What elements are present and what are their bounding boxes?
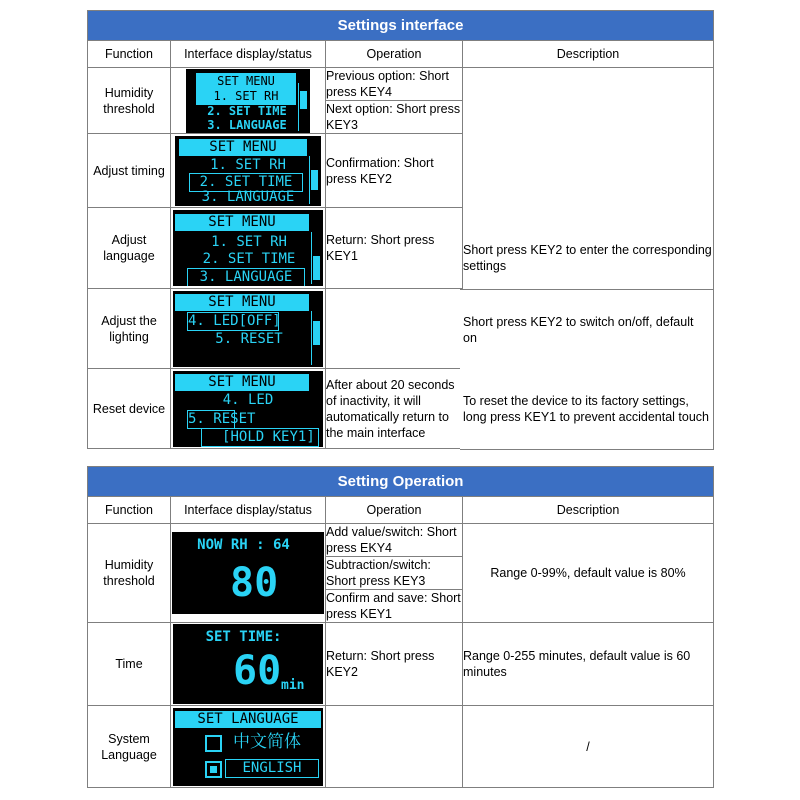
menu-item: 5. RESET [215,330,283,347]
description-cell: Range 0-255 minutes, default value is 60 minutes [463,623,714,706]
operation-cell: Subtraction/switch: Short press KEY3 [326,557,463,590]
led-description: Short press KEY2 to switch on/off, default on [463,315,694,345]
menu-item-selected: 4. LED[OFF] [188,312,281,329]
operation-cell-empty [326,289,463,369]
function-cell: Humidity threshold [88,524,171,623]
table-title: Setting Operation [88,467,714,497]
menu-item-selected: 2. SET TIME [189,173,303,192]
operation-cell: Next option: Short press KEY3 [326,101,463,134]
operation-cell: Return: Short press KEY1 [326,208,463,289]
column-header: Function [88,41,171,68]
menu-item-selected: 1. SET RH [196,88,296,105]
function-cell: System Language [88,706,171,788]
menu-item-selected: 5. RESET [188,410,256,427]
oled-screen [173,210,323,286]
time-value: 60 [233,648,282,694]
column-header: Operation [326,497,463,524]
menu-title: SET MENU [175,214,309,231]
display-cell [171,68,326,134]
display-cell [171,623,326,706]
function-cell: Reset device [88,369,171,449]
setting-operation-table [87,466,714,788]
operation-cell: Return: Short press KEY2 [326,623,463,706]
column-header: Description [463,497,714,524]
display-cell [171,208,326,289]
display-cell [171,524,326,623]
current-rh-label: NOW RH : 64 [197,537,290,553]
table-title: Settings interface [88,11,714,41]
operation-cell: Add value/switch: Short press EKY4 [326,524,463,557]
description-cell: Range 0-99%, default value is 80% [463,524,714,623]
time-unit: min [281,678,305,693]
rh-value: 80 [230,560,279,606]
language-title: SET LANGUAGE [175,711,321,728]
menu-item: 1. SET RH [210,156,286,173]
oled-screen [173,708,323,786]
hold-key-hint: [HOLD KEY1] [201,428,319,447]
scrollbar-icon [311,232,321,284]
oled-screen [186,69,310,133]
display-cell [171,289,326,369]
language-option: 中文简体 [233,731,301,752]
oled-screen [173,291,323,367]
oled-screen [173,624,323,704]
menu-title: SET MENU [175,294,309,311]
display-cell [171,369,326,449]
menu-item: 2. SET TIME [207,103,287,118]
display-cell [171,134,326,208]
column-header: Function [88,497,171,524]
oled-screen [172,532,324,614]
menu-title: SET MENU [196,73,296,90]
menu-item: 2. SET TIME [202,251,296,267]
menu-item: 3. LANGUAGE [201,188,295,205]
column-header: Interface display/status [171,41,326,68]
menu-item: 1. SET RH [211,234,287,250]
description-cell [460,369,714,450]
set-time-label: SET TIME: [205,629,282,645]
operation-cell: Confirm and save: Short press KEY1 [326,591,461,621]
function-cell: Time [88,623,171,706]
operation-cell: Confirmation: Short press KEY2 [326,134,463,208]
column-header: Operation [326,41,463,68]
column-header: Interface display/status [171,497,326,524]
function-cell: Adjust timing [88,134,171,208]
oled-screen [173,371,323,447]
scrollbar-icon [309,156,319,204]
scrollbar-icon [311,311,321,365]
reset-description: To reset the device to its factory settings, long press KEY1 to prevent accidental touch [463,394,709,424]
function-cell: Adjust the lighting [88,289,171,369]
oled-screen [175,136,321,206]
checkbox-icon [205,735,222,752]
language-option-selected: ENGLISH [225,759,319,778]
checkbox-checked-icon [205,761,222,778]
scrollbar-icon [298,83,308,131]
menu-item-selected: 3. LANGUAGE [187,268,305,286]
operation-cell: After about 20 seconds of inactivity, it will automatically return to the main interface [326,369,463,449]
description-cell: / [463,706,714,788]
menu-title: SET MENU [175,374,309,391]
description-cell: Short press KEY2 to enter the corresponding settings [463,68,714,449]
description-cell [460,289,714,371]
menu-title: SET MENU [179,139,307,156]
function-cell: Adjust language [88,208,171,289]
menu-item: 3. LANGUAGE [207,117,287,132]
column-header: Description [463,41,714,68]
menu-item: 4. LED [222,391,274,408]
operation-cell-empty [326,706,463,788]
display-cell [171,706,326,788]
function-cell: Humidity threshold [88,68,171,134]
operation-cell: Previous option: Short press KEY4 [326,68,463,101]
